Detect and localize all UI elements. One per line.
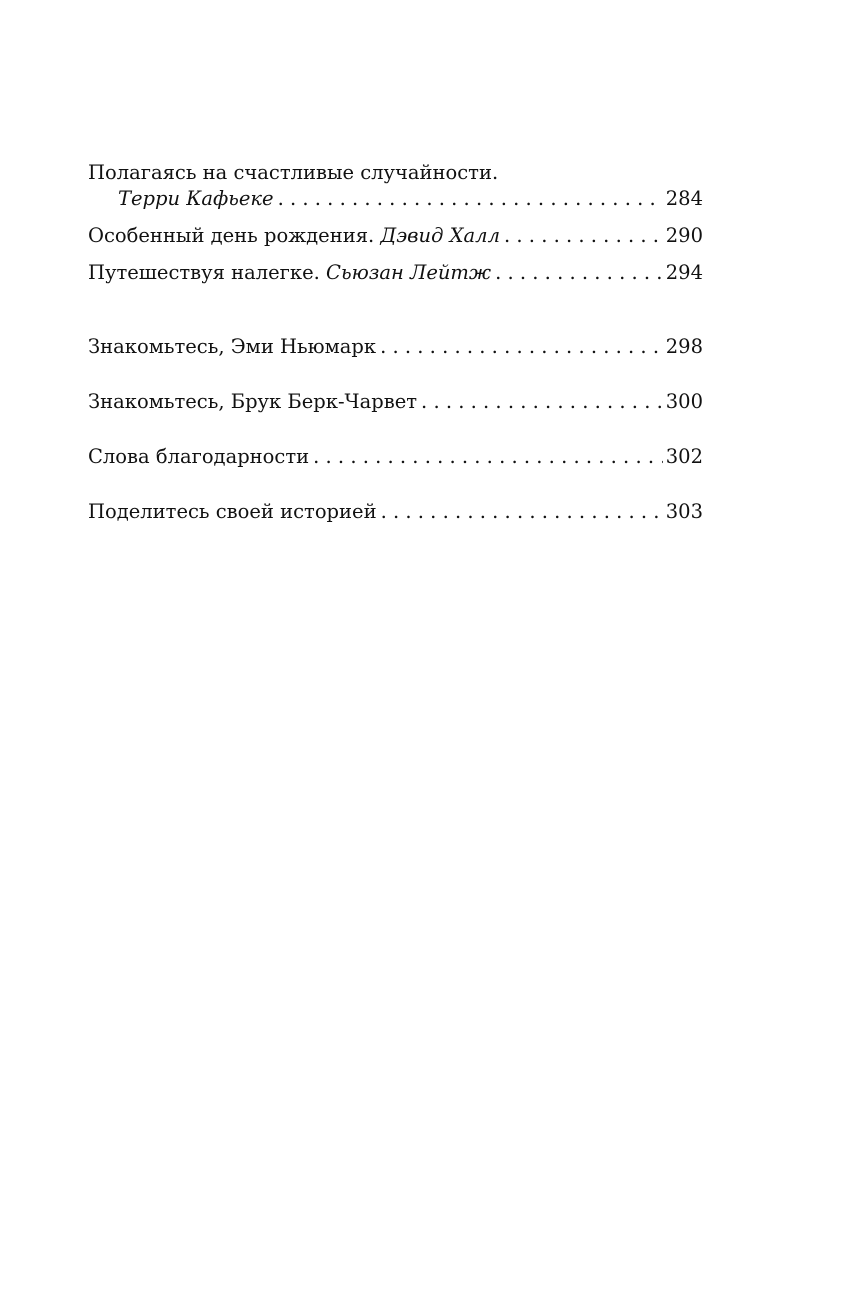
toc-entry <box>88 499 703 525</box>
dot-leader <box>421 389 663 415</box>
toc-entry <box>88 334 703 360</box>
toc-entry <box>88 223 703 249</box>
toc-entry-title: Полагаясь на счастливые случайности. <box>88 161 499 184</box>
toc-entry-page: 303 <box>665 500 703 523</box>
toc-entry-author: Терри Кафьеке <box>118 187 274 210</box>
toc-entry-author: Дэвид Халл <box>380 224 500 247</box>
toc-entry-title: Слова благодарности <box>88 445 310 468</box>
toc-entry-page: 290 <box>665 224 703 247</box>
dot-leader <box>380 334 663 360</box>
dot-leader <box>504 223 663 249</box>
toc-entry <box>88 389 703 415</box>
toc-entry-title: Особенный день рождения. <box>88 224 375 247</box>
dot-leader <box>381 499 663 525</box>
table-of-contents <box>88 160 703 525</box>
toc-entry-line <box>88 186 703 212</box>
toc-entry-title: Знакомьтесь, Брук Берк-Чарвет <box>88 390 418 413</box>
toc-entry-page: 302 <box>665 445 703 468</box>
toc-entry-title: Поделитесь своей историей <box>88 500 377 523</box>
toc-entry-page: 294 <box>665 261 703 284</box>
dot-leader <box>278 186 663 212</box>
dot-leader <box>495 260 663 286</box>
toc-entry <box>88 260 703 286</box>
toc-entry-title: Знакомьтесь, Эми Ньюмарк <box>88 335 377 358</box>
toc-entry-author: Сьюзан Лейтж <box>326 261 492 284</box>
toc-entry-title: Путешествуя налегке. <box>88 261 320 284</box>
toc-entry-page: 298 <box>665 335 703 358</box>
toc-entry-page: 284 <box>665 187 703 210</box>
toc-entry <box>88 160 703 212</box>
toc-entry-page: 300 <box>665 390 703 413</box>
dot-leader <box>313 444 663 470</box>
toc-entry <box>88 444 703 470</box>
